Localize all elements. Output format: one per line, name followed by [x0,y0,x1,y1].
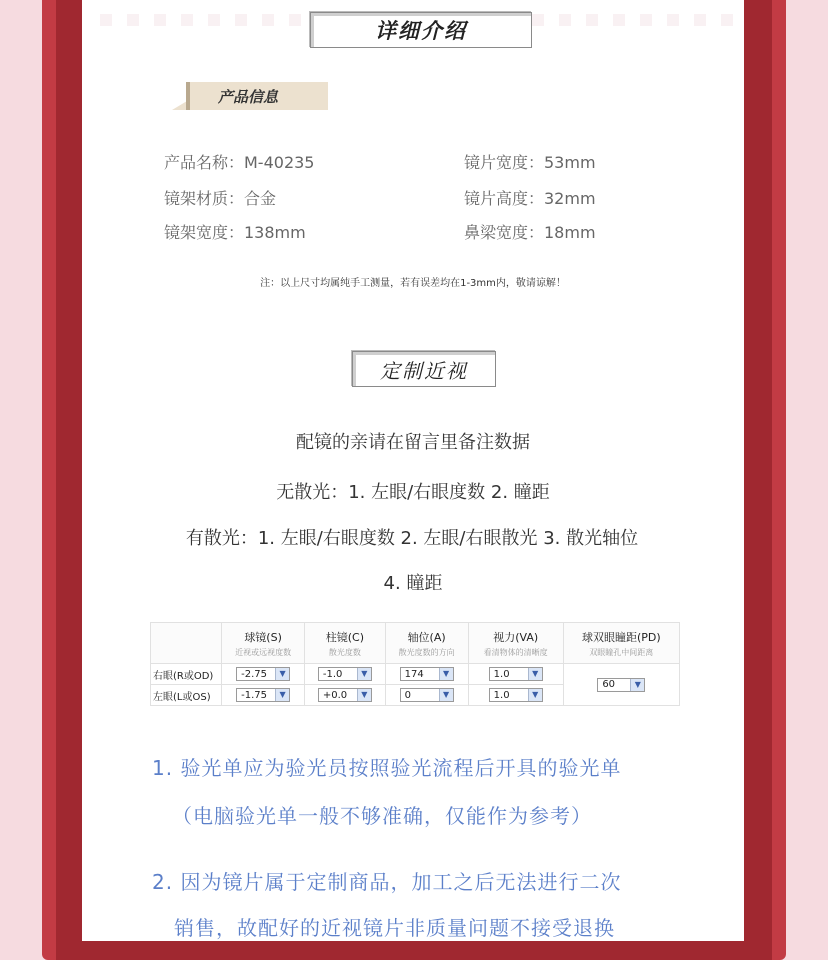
instruction-line-2: 无散光：1. 左眼/右眼度数 2. 瞳距 [276,482,550,503]
instruction-line-4: 4. 瞳距 [383,573,443,594]
dot [289,14,301,26]
spec-frame-width: 镜架宽度：138mm [164,223,306,242]
spec-product-name: 产品名称：M-40235 [164,153,315,172]
chevron-down-icon: ▼ [630,679,644,691]
dot [613,14,625,26]
left-axis-select[interactable]: 0 ▼ [400,688,454,702]
dot [100,14,112,26]
dot [235,14,247,26]
header-axis: 轴位(A) 散光度数的方向 [385,623,468,664]
spec-bridge-width: 鼻梁宽度：18mm [464,223,596,242]
chevron-down-icon: ▼ [528,668,542,680]
pd-select[interactable]: 60 ▼ [597,678,645,692]
right-sphere-select[interactable]: -2.75 ▼ [236,667,290,681]
chevron-down-icon: ▼ [439,689,453,701]
product-info-label: 产品信息 [218,87,279,106]
chevron-down-icon: ▼ [528,689,542,701]
measurement-note: 注：以上尺寸均属纯手工测量，若有误差均在1-3mm内，敬请谅解！ [260,278,566,289]
row-label-right: 右眼(R或OD) [151,664,222,685]
notice-2-line-2: 销售，故配好的近视镜片非质量问题不接受退换 [174,916,615,940]
dot [208,14,220,26]
right-axis-select[interactable]: 174 ▼ [400,667,454,681]
content-panel [82,0,744,941]
notice-2-line-1: 2. 因为镜片属于定制商品，加工之后无法进行二次 [152,870,622,894]
header-cylinder: 柱镜(C) 散光度数 [305,623,385,664]
row-label-left: 左眼(L或OS) [151,685,222,706]
right-va-select[interactable]: 1.0 ▼ [489,667,543,681]
spec-frame-material: 镜架材质：合金 [164,189,277,208]
right-cylinder-select[interactable]: -1.0 ▼ [318,667,372,681]
instruction-line-3: 有散光：1. 左眼/右眼度数 2. 左眼/右眼散光 3. 散光轴位 [185,528,639,549]
dot [721,14,733,26]
chevron-down-icon: ▼ [275,689,289,701]
dot [586,14,598,26]
chevron-down-icon: ▼ [357,689,371,701]
left-va-select[interactable]: 1.0 ▼ [489,688,543,702]
spec-lens-height: 镜片高度：32mm [464,189,596,208]
dot [262,14,274,26]
notice-1-line-2: （电脑验光单一般不够准确，仅能作为参考） [172,804,592,828]
dot [559,14,571,26]
dot [694,14,706,26]
table-header-row [151,623,680,664]
dot [640,14,652,26]
header-pd: 球双眼瞳距(PD) 双眼瞳孔中间距离 [563,623,679,664]
header-sphere: 球镜(S) 近视或远视度数 [222,623,305,664]
detail-title: 详细介绍 [310,12,532,48]
table-corner [151,623,222,664]
dot [532,14,544,26]
notice-1-line-1: 1. 验光单应为验光员按照验光流程后开具的验光单 [152,756,622,780]
left-cylinder-select[interactable]: +0.0 ▼ [318,688,372,702]
dot [154,14,166,26]
chevron-down-icon: ▼ [275,668,289,680]
dot [667,14,679,26]
dot [181,14,193,26]
chevron-down-icon: ▼ [439,668,453,680]
instruction-line-1: 配镜的亲请在留言里备注数据 [296,432,530,453]
spec-lens-width: 镜片宽度：53mm [464,153,596,172]
prescription-table [150,622,680,706]
left-sphere-select[interactable]: -1.75 ▼ [236,688,290,702]
table-row [151,664,680,685]
custom-myopia-title: 定制近视 [352,351,496,387]
tag-fold [186,82,190,110]
chevron-down-icon: ▼ [357,668,371,680]
product-info-tag [172,82,328,110]
header-va: 视力(VA) 看清物体的清晰度 [468,623,563,664]
dot [127,14,139,26]
